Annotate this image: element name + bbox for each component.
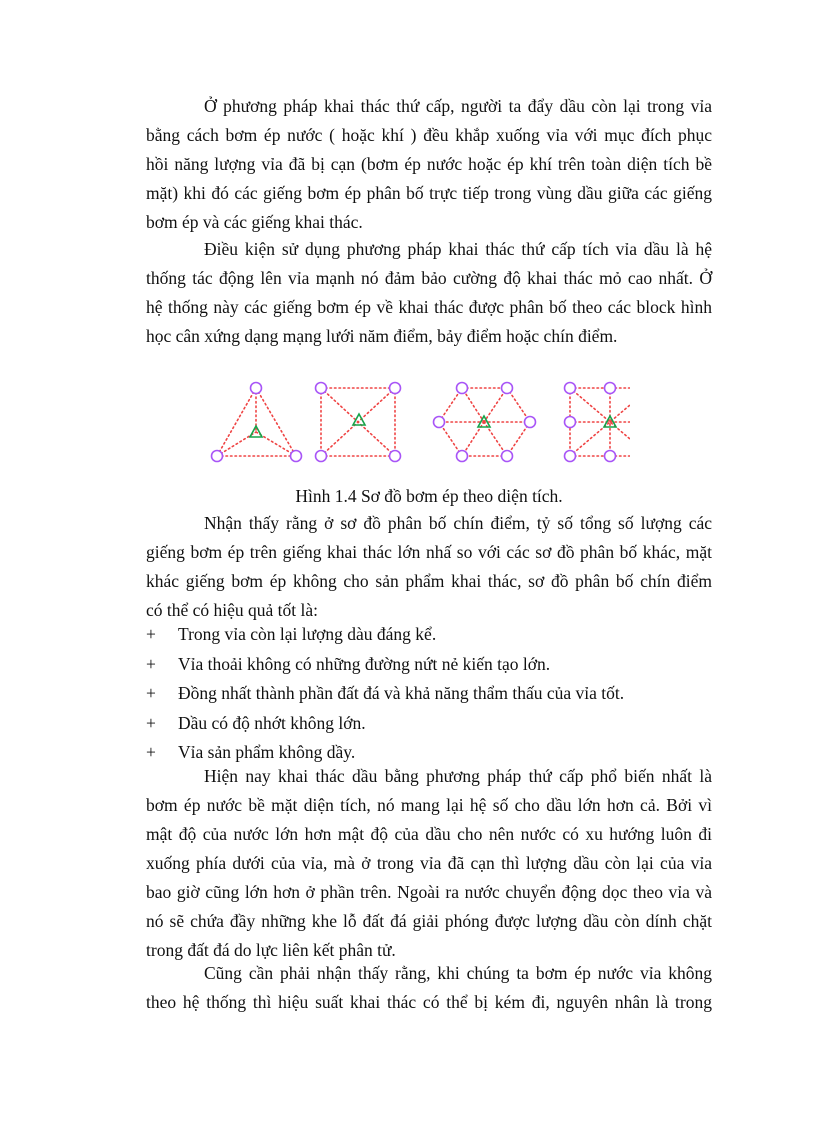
text-line: học cân xứng dạng mạng lưới năm điểm, bảy điểm hoặc chín điểm. xyxy=(146,326,618,346)
text-line: Cũng cần phải nhận thấy rằng, khi chúng ta bơm ép nước vỉa không xyxy=(204,963,712,983)
bullet-marker: + xyxy=(146,683,156,703)
text-line: mật độ của nước lớn hơn mật độ của dầu cho nên nước có xu hướng luôn đi xyxy=(146,824,712,844)
injection-well-icon xyxy=(251,383,262,394)
text-line: Ở phương pháp khai thác thứ cấp, người ta đẩy dầu còn lại trong vỉa xyxy=(204,96,712,116)
injection-well-icon xyxy=(457,383,468,394)
bullet-marker: + xyxy=(146,742,156,762)
injection-well-icon xyxy=(605,383,616,394)
conditions-list xyxy=(146,620,712,768)
paragraph-water-flooding xyxy=(146,762,712,965)
injection-well-icon xyxy=(565,417,576,428)
text-line: hồi năng lượng vỉa đã bị cạn (bơm ép nước hoặc ép khí trên toàn diện tích bề xyxy=(146,154,712,174)
injection-well-icon xyxy=(565,451,576,462)
text-line: thống tác động lên vỉa mạnh nó đảm bảo cường độ khai thác mỏ cao nhất. Ở xyxy=(146,268,712,288)
text-line: nó sẽ chứa đầy những khe lỗ đất đá giải phóng được lượng dầu còn dính chặt xyxy=(146,911,712,931)
list-item-text: Trong vỉa còn lại lượng dàu đáng kể. xyxy=(178,624,437,644)
list-item xyxy=(146,620,712,650)
list-item-text: Vỉa sản phẩm không dầy. xyxy=(178,742,356,762)
text-line: bao giờ cũng lớn hơn ở phần trên. Ngoài ra nước chuyển động dọc theo vỉa và xyxy=(146,882,712,902)
list-item-text: Vỉa thoải không có những đường nứt nẻ kiến tạo lớn. xyxy=(178,653,551,674)
text-line: mặt) khi đó các giếng bơm ép phân bố trực tiếp trong vùng dầu giữa các giếng xyxy=(146,183,712,203)
injection-well-icon xyxy=(502,451,513,462)
injection-well-icon xyxy=(316,451,327,462)
list-item xyxy=(146,709,712,739)
text-line: hệ thống này các giếng bơm ép về khai thác được phân bố theo các block hình xyxy=(146,297,712,317)
text-line: bơm ép nước bề mặt diện tích, nó mang lại hệ số cho dầu lớn hơn cả. Bởi vì xyxy=(146,795,712,815)
injection-well-icon xyxy=(502,383,513,394)
injection-well-icon xyxy=(316,383,327,394)
figure-caption: Hình 1.4 Sơ đồ bơm ép theo diện tích. xyxy=(295,486,563,506)
bullet-marker: + xyxy=(146,624,156,644)
text-line: Điều kiện sử dụng phương pháp khai thác thứ cấp tích vỉa dầu là hệ xyxy=(204,239,712,259)
text-line: bơm ép và các giếng khai thác. xyxy=(146,212,363,232)
well-pattern-diagrams xyxy=(212,383,631,462)
injection-well-icon xyxy=(434,417,445,428)
text-line: xuống phía dưới của vỉa, mà ở trong vỉa đã cạn thì lượng dầu còn lại của vỉa xyxy=(146,853,712,873)
injection-well-icon xyxy=(390,451,401,462)
injection-well-icon xyxy=(457,451,468,462)
text-line: khác giếng bơm ép không cho sản phẩm khai thác, sơ đồ phân bố chín điểm xyxy=(146,571,712,591)
paragraph-secondary-method xyxy=(146,92,712,237)
list-item-text: Dầu có độ nhớt không lớn. xyxy=(178,712,366,733)
well-pattern-figure xyxy=(200,372,630,472)
text-line: có thể có hiệu quả tốt là: xyxy=(146,600,319,620)
text-line: Hiện nay khai thác dầu bằng phương pháp thứ cấp phổ biến nhất là xyxy=(204,766,712,786)
bullet-marker: + xyxy=(146,653,156,674)
paragraph-conditions xyxy=(146,235,712,351)
text-line: bằng cách bơm ép nước ( hoặc khí ) đều khắp xuống vỉa với mục đích phục xyxy=(146,125,712,145)
injection-well-icon xyxy=(212,451,223,462)
injection-well-icon xyxy=(525,417,536,428)
injection-well-icon xyxy=(390,383,401,394)
paragraph-nine-point xyxy=(146,509,712,625)
flow-line xyxy=(217,388,256,456)
list-item xyxy=(146,650,712,680)
text-line: trong đất đá do lực liên kết phân tử. xyxy=(146,940,396,960)
flow-line xyxy=(256,388,296,456)
injection-well-icon xyxy=(605,451,616,462)
text-line: theo hệ thống thì hiệu suất khai thác có thể bị kém đi, nguyên nhân là trong xyxy=(146,992,712,1012)
list-item xyxy=(146,679,712,709)
paragraph-system xyxy=(146,959,712,1017)
text-line: Nhận thấy rằng ở sơ đồ phân bố chín điểm, tỷ số tổng số lượng các xyxy=(204,513,712,533)
injection-well-icon xyxy=(565,383,576,394)
text-line: giếng bơm ép trên giếng khai thác lớn nhấ so với các sơ đồ phân bố khác, mặt xyxy=(146,542,712,562)
bullet-marker: + xyxy=(146,712,156,733)
injection-well-icon xyxy=(291,451,302,462)
list-item-text: Đồng nhất thành phần đất đá và khả năng thẩm thấu của vỉa tốt. xyxy=(178,683,625,703)
